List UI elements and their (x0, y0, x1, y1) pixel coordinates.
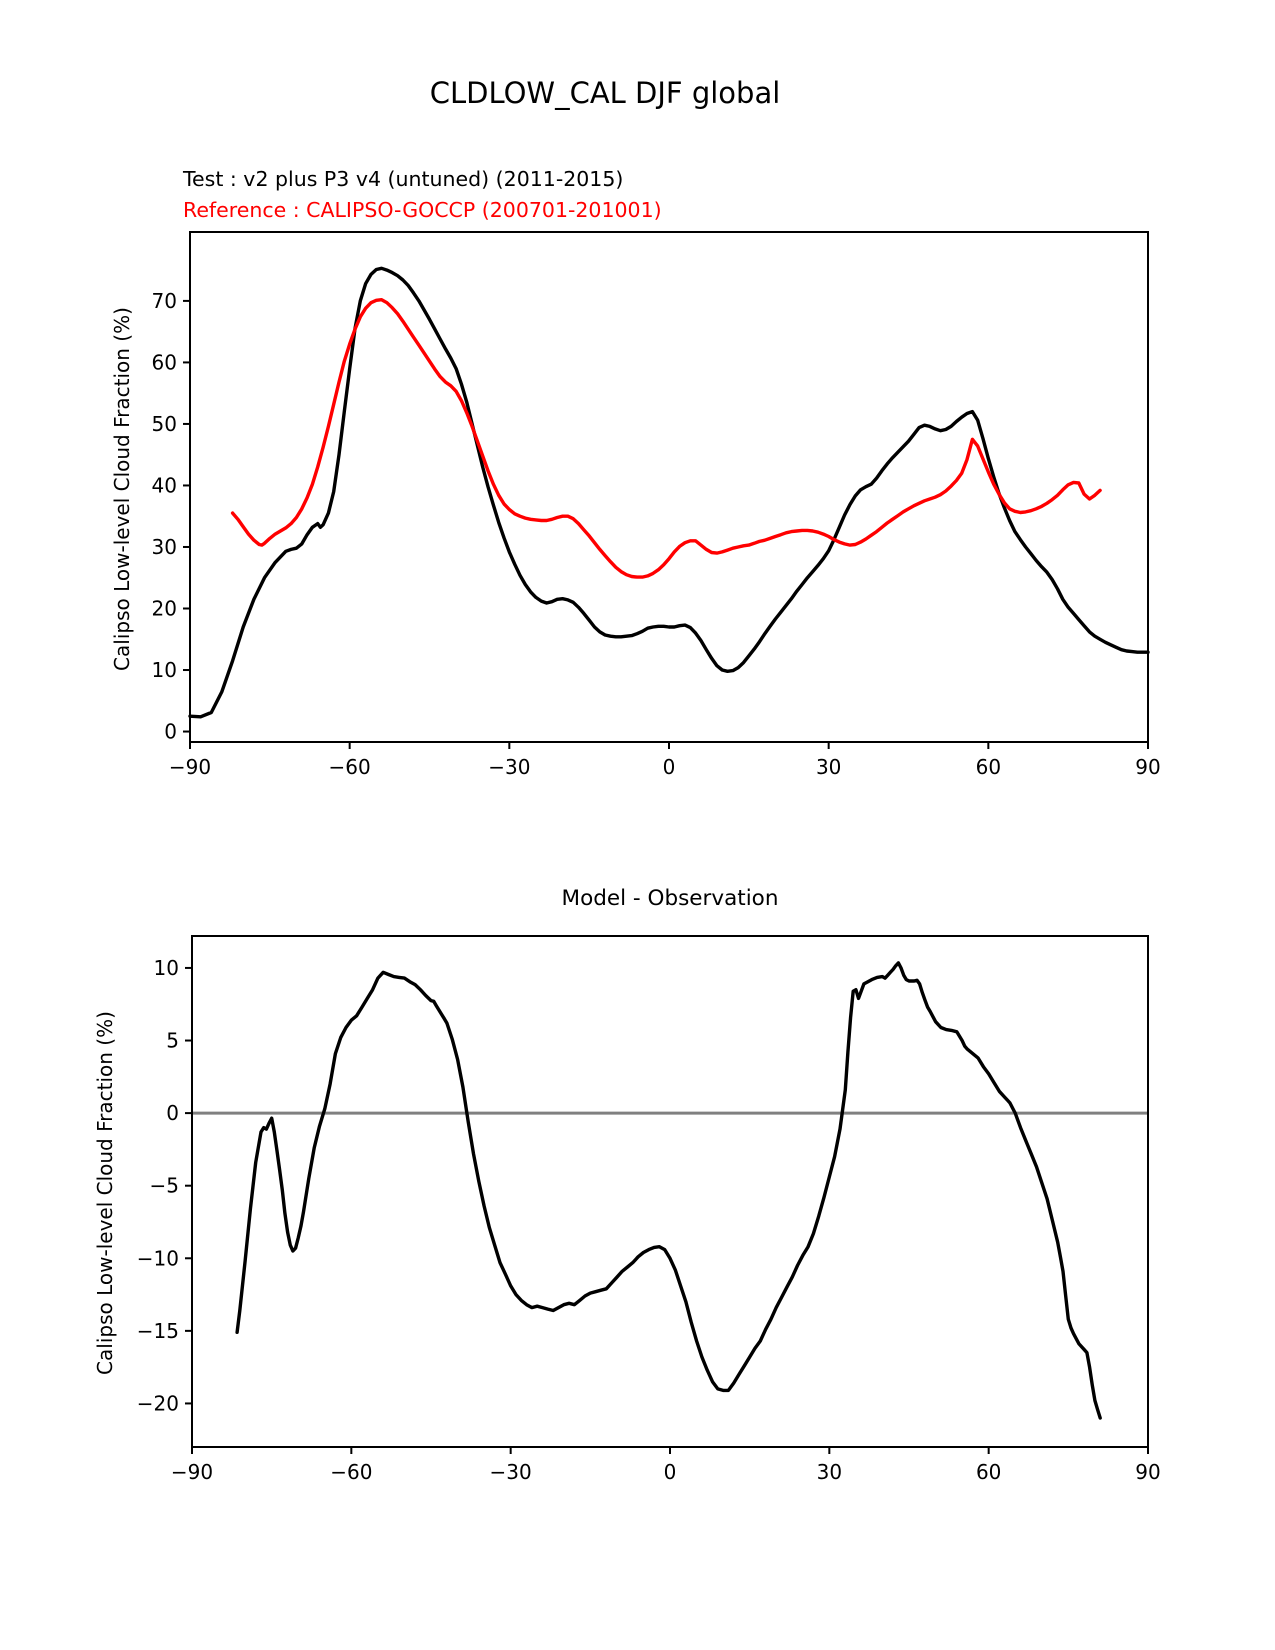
top-chart-series-1 (233, 300, 1101, 577)
bottom-chart-series-0 (237, 963, 1100, 1418)
bottom-chart-ylabel: Calipso Low-level Cloud Fraction (%) (93, 1011, 117, 1375)
y-tick-label: 5 (166, 1028, 179, 1053)
x-tick-label: 0 (663, 1460, 677, 1484)
y-tick-label: 20 (151, 596, 177, 621)
x-tick-label: −30 (489, 1460, 532, 1484)
y-tick-label: 0 (164, 719, 177, 744)
x-tick-label: 60 (975, 1460, 1002, 1484)
x-tick-label: 30 (815, 755, 842, 779)
x-tick-label: −90 (170, 1460, 214, 1484)
y-tick-label: 60 (151, 350, 177, 375)
y-tick-label: −10 (136, 1246, 179, 1271)
figure-title: CLDLOW_CAL DJF global (429, 76, 781, 110)
x-tick-label: 90 (1135, 1460, 1161, 1484)
bottom-chart (137, 936, 1161, 1484)
x-tick-label: 60 (975, 755, 1002, 779)
y-tick-label: 40 (151, 473, 177, 498)
y-tick-label: 30 (151, 534, 177, 559)
x-tick-label: 90 (1135, 755, 1161, 779)
y-tick-label: −15 (136, 1318, 179, 1343)
x-tick-label: −60 (330, 1460, 373, 1484)
x-tick-label: −30 (488, 755, 531, 779)
y-tick-label: 10 (151, 658, 177, 683)
legend-reference-label: Reference : CALIPSO-GOCCP (200701-201001) (183, 198, 662, 222)
y-tick-label: −20 (136, 1391, 179, 1416)
x-tick-label: 0 (662, 755, 676, 779)
legend-test-label: Test : v2 plus P3 v4 (untuned) (2011-2015) (183, 167, 624, 191)
x-tick-label: 30 (816, 1460, 843, 1484)
y-tick-label: −5 (149, 1173, 179, 1198)
x-tick-label: −60 (328, 755, 371, 779)
y-tick-label: 70 (151, 288, 177, 313)
top-chart-ylabel: Calipso Low-level Cloud Fraction (%) (110, 307, 134, 671)
y-tick-label: 10 (153, 955, 179, 980)
top-chart-series-0 (190, 268, 1148, 717)
x-tick-label: −90 (168, 755, 212, 779)
bottom-chart-frame (192, 936, 1148, 1447)
y-tick-label: 50 (151, 411, 177, 436)
bottom-chart-title: Model - Observation (561, 886, 779, 911)
y-tick-label: 0 (166, 1101, 179, 1126)
top-chart (152, 232, 1161, 779)
